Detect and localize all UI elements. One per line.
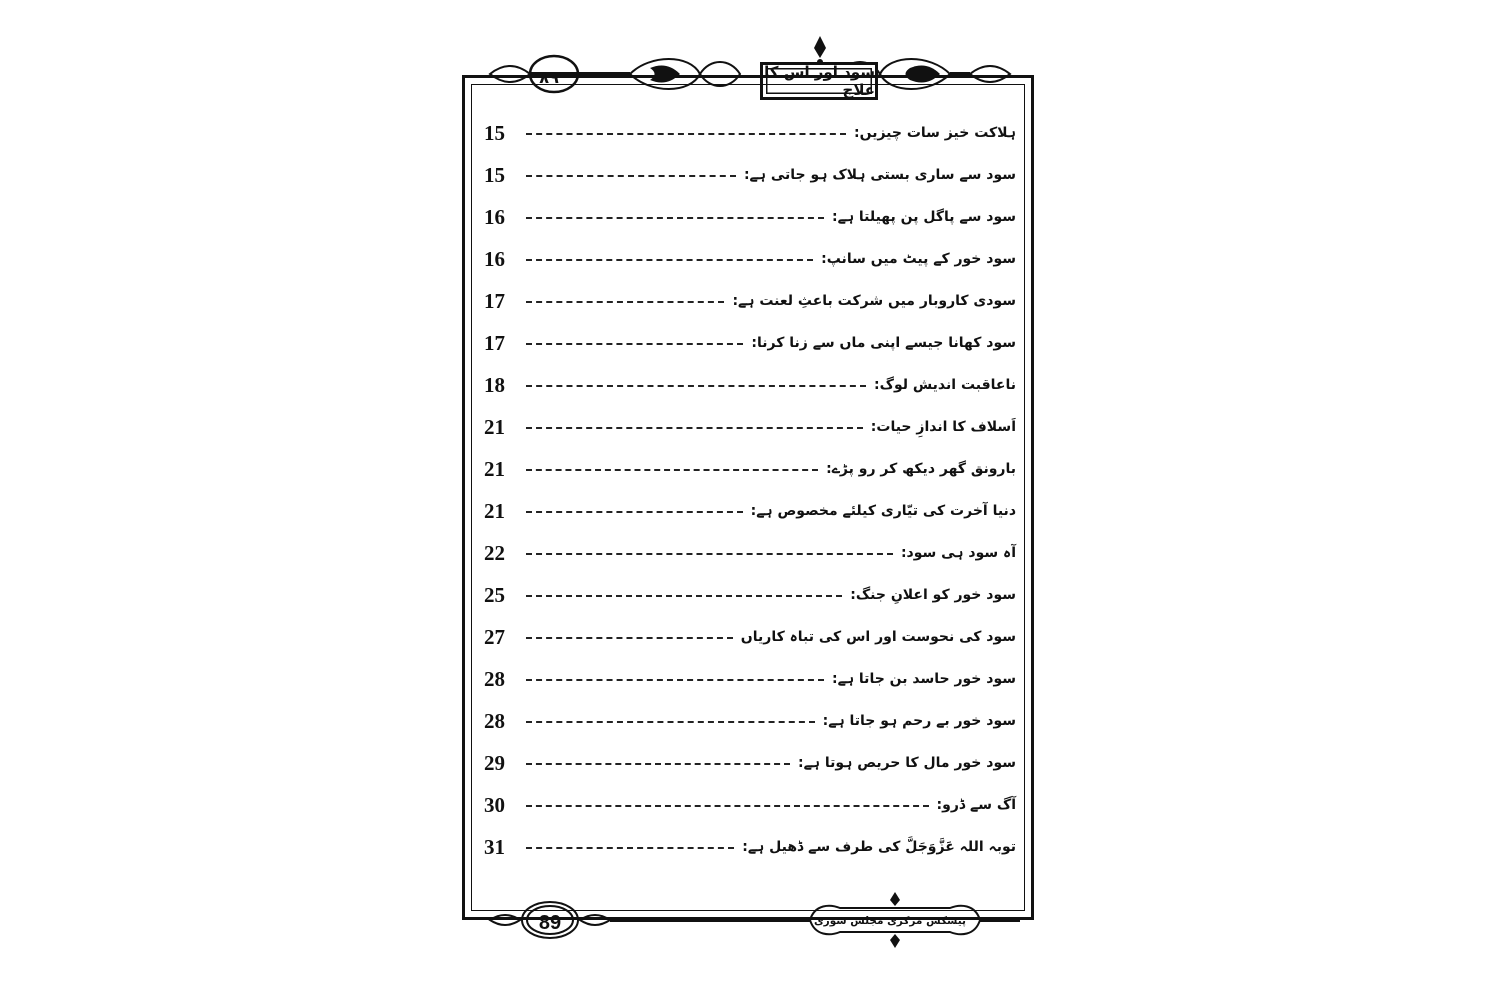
toc-dot-leader [526,427,863,429]
toc-dot-leader [526,553,893,555]
toc-entry-page: 21 [484,456,505,481]
toc-entry[interactable] [484,196,1016,238]
toc-entry-page: 28 [484,666,505,691]
toc-entry-page: 16 [484,204,505,229]
toc-entry-title: ہلاکت خیز سات چیزیں: [854,125,1016,141]
toc-dot-leader [526,721,815,723]
toc-entry-page: 15 [484,162,505,187]
toc-dot-leader [526,175,736,177]
toc-dot-leader [526,511,743,513]
toc-entry[interactable] [484,616,1016,658]
toc-entry[interactable] [484,490,1016,532]
toc-entry-page: 30 [484,792,505,817]
toc-entry-title: سود خور حاسد بن جاتا ہے: [832,671,1016,687]
toc-entry[interactable] [484,154,1016,196]
toc-entry-title: سود کھانا جیسے اپنی ماں سے زنا کرنا: [751,335,1016,351]
toc-entry-page: 31 [484,834,505,859]
toc-entry-page: 28 [484,708,505,733]
toc-dot-leader [526,805,929,807]
toc-entry-title: بارونق گھر دیکھ کر رو پڑے: [826,461,1016,477]
toc-entry[interactable] [484,406,1016,448]
toc-entry[interactable] [484,742,1016,784]
footer-caption: پیشکش مرکزی مجلس شوریٰ [814,915,966,927]
toc-entry-page: 16 [484,246,505,271]
toc-entry-title: سود خور بے رحم ہو جاتا ہے: [822,713,1016,729]
toc-entry[interactable] [484,364,1016,406]
toc-entry-title: سود خور کے پیٹ میں سانپ: [821,251,1016,267]
toc-entry[interactable] [484,784,1016,826]
toc-dot-leader [526,763,790,765]
toc-entry-page: 22 [484,540,505,565]
toc-dot-leader [526,301,724,303]
toc-entry-title: سود سے پاگل پن پھیلتا ہے: [832,209,1016,225]
toc-dot-leader [526,847,734,849]
toc-entry[interactable] [484,574,1016,616]
toc-entry-page: 21 [484,414,505,439]
toc-dot-leader [526,343,743,345]
toc-dot-leader [526,217,824,219]
toc-entry-page: 25 [484,582,505,607]
toc-dot-leader [526,259,813,261]
toc-entry-title: سود خور مال کا حریص ہوتا ہے: [797,755,1016,771]
toc-dot-leader [526,469,818,471]
toc-entry-title: توبہ اللہ عَزَّوَجَلَّ کی طرف سے ڈھیل ہے: [742,839,1016,855]
page-number-bottom: 89 [538,911,562,934]
toc-entry[interactable] [484,238,1016,280]
toc-entry[interactable] [484,112,1016,154]
toc-dot-leader [526,133,846,135]
toc-dot-leader [526,637,733,639]
toc-entry-page: 17 [484,288,505,313]
page-number-top: ٨٩ [539,67,559,87]
toc-entry[interactable] [484,826,1016,868]
toc-entry-title: دنیا آخرت کی تیّاری کیلئے مخصوص ہے: [750,503,1016,519]
toc-entry-page: 18 [484,372,505,397]
toc-entry-title: اَسلاف کا اندازِ حیات: [870,419,1016,435]
toc-entry-title: آہ سود ہی سود: [900,545,1016,561]
toc-entry[interactable] [484,448,1016,490]
toc-entry[interactable] [484,700,1016,742]
toc-entry-page: 27 [484,624,505,649]
table-of-contents [484,112,1016,868]
toc-entry-title: ناعاقبت اندیش لوگ: [874,377,1016,393]
toc-entry-page: 21 [484,498,505,523]
toc-entry-title: سود کی نحوست اور اس کی تباہ کاریاں [740,629,1016,645]
toc-entry-page: 29 [484,750,505,775]
toc-entry[interactable] [484,658,1016,700]
toc-entry-title: سود خور کو اعلانِ جنگ: [850,587,1016,603]
toc-entry[interactable] [484,280,1016,322]
toc-dot-leader [526,385,866,387]
toc-entry-title: سودی کاروبار میں شرکت باعثِ لعنت ہے: [732,293,1016,309]
toc-entry-title: سود سے ساری بستی ہلاک ہو جاتی ہے: [743,167,1016,183]
toc-entry[interactable] [484,532,1016,574]
toc-dot-leader [526,595,842,597]
toc-entry-title: آگ سے ڈرو: [936,797,1016,813]
page-title: سود اور اس کا علاج [760,62,878,100]
toc-entry[interactable] [484,322,1016,364]
toc-entry-page: 17 [484,330,505,355]
toc-entry-page: 15 [484,120,505,145]
toc-dot-leader [526,679,824,681]
